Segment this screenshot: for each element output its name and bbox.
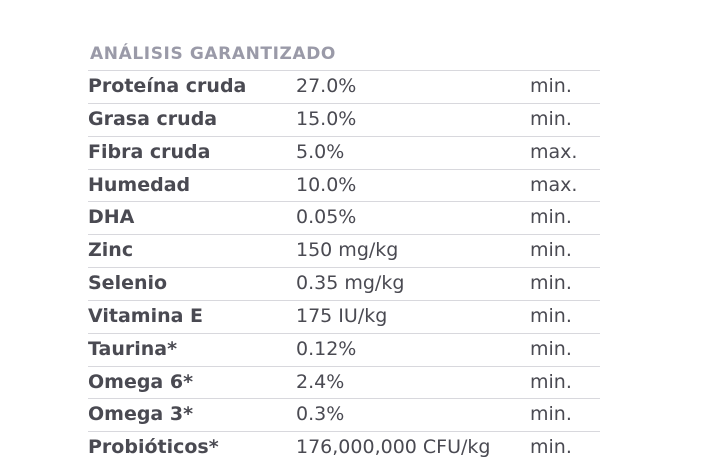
guaranteed-analysis-table (88, 70, 600, 464)
table-row (88, 432, 600, 464)
nutrient-qualifier: min. (530, 436, 572, 459)
nutrient-qualifier: min. (530, 239, 572, 262)
table-row (88, 399, 600, 432)
table-row (88, 71, 600, 104)
table-row (88, 202, 600, 235)
nutrient-amount: 15.0% (296, 107, 357, 130)
table-row (88, 300, 600, 333)
nutrient-name: Humedad (88, 173, 191, 196)
nutrient-qualifier: min. (530, 107, 572, 130)
table-row (88, 366, 600, 399)
nutrient-qualifier: min. (530, 337, 572, 360)
nutrient-name: Selenio (88, 272, 168, 295)
nutrient-qualifier: min. (530, 370, 572, 393)
nutrient-qualifier: min. (530, 206, 572, 229)
nutrient-amount: 150 mg/kg (296, 239, 399, 262)
nutrient-name: DHA (88, 206, 135, 229)
nutrient-name: Vitamina E (88, 304, 204, 327)
table-row (88, 333, 600, 366)
table-row (88, 169, 600, 202)
table-row (88, 103, 600, 136)
table-row (88, 235, 600, 268)
nutrient-amount: 176,000,000 CFU/kg (296, 436, 491, 459)
nutrient-qualifier: max. (530, 173, 578, 196)
nutrient-name: Omega 6* (88, 370, 194, 393)
nutrient-name: Fibra cruda (88, 140, 211, 163)
nutrient-name: Zinc (88, 239, 134, 262)
nutrient-amount: 2.4% (296, 370, 345, 393)
panel-title: ANÁLISIS GARANTIZADO (90, 44, 336, 64)
nutrient-name: Grasa cruda (88, 107, 218, 130)
nutrient-qualifier: min. (530, 272, 572, 295)
nutrient-amount: 0.35 mg/kg (296, 272, 405, 295)
nutrient-amount: 0.3% (296, 403, 345, 426)
nutrient-name: Probióticos* (88, 436, 219, 459)
nutrient-name: Proteína cruda (88, 75, 247, 97)
nutrient-name: Omega 3* (88, 403, 194, 426)
nutrient-qualifier: max. (530, 140, 578, 163)
table-row (88, 268, 600, 301)
nutrient-amount: 175 IU/kg (296, 304, 388, 327)
nutrient-amount: 27.0% (296, 75, 357, 97)
guaranteed-analysis-panel (88, 44, 600, 464)
table-row (88, 136, 600, 169)
nutrient-name: Taurina* (88, 337, 178, 360)
nutrient-amount: 0.05% (296, 206, 357, 229)
table-body (88, 71, 600, 465)
nutrient-qualifier: min. (530, 75, 572, 97)
nutrient-amount: 5.0% (296, 140, 345, 163)
nutrient-qualifier: min. (530, 304, 572, 327)
nutrient-amount: 0.12% (296, 337, 357, 360)
nutrient-amount: 10.0% (296, 173, 357, 196)
nutrient-qualifier: min. (530, 403, 572, 426)
